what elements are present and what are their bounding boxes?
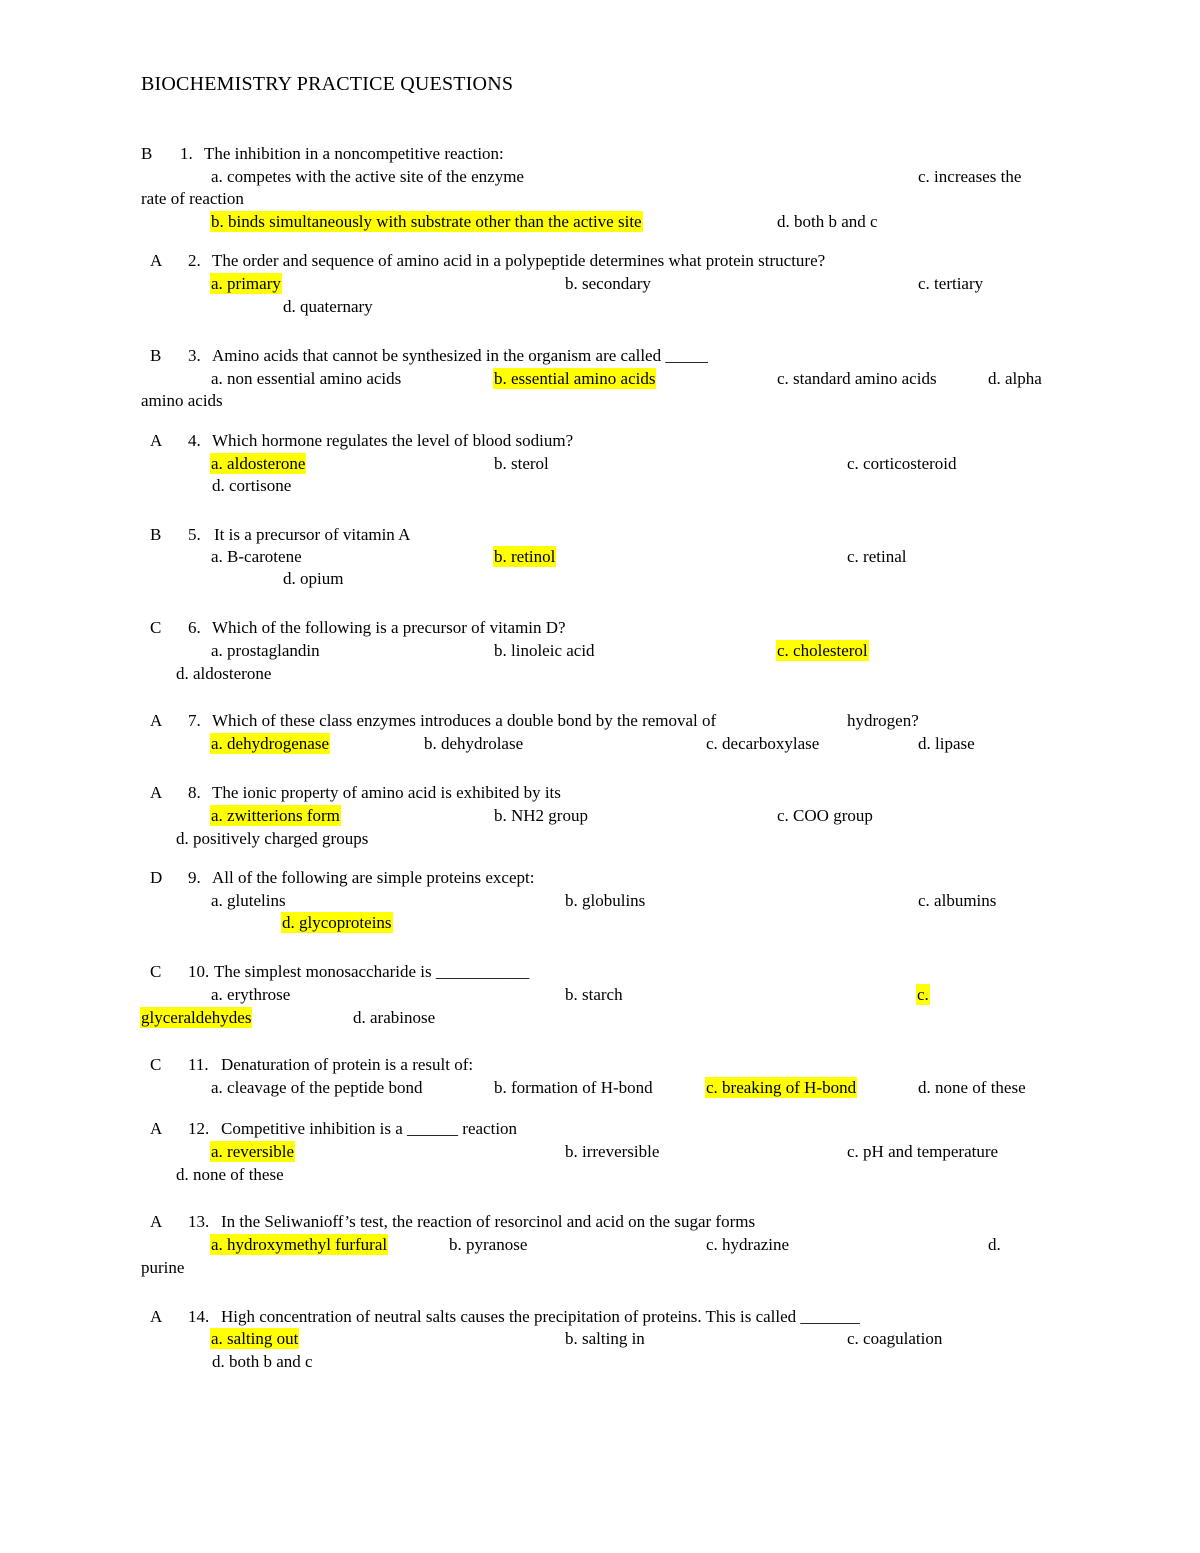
option-3c: c. standard amino acids: [777, 369, 937, 388]
option-6a: a. prostaglandin: [211, 641, 320, 660]
question-text-7: Which of these class enzymes introduces a double bond by the removal of: [212, 711, 717, 730]
question-text-11: Denaturation of protein is a result of:: [221, 1055, 474, 1074]
question-text-5: It is a precursor of vitamin A: [214, 525, 411, 544]
question-number-2: 2.: [188, 251, 201, 270]
option-10c-continued-correct: glyceraldehydes: [141, 1008, 252, 1027]
option-6c-correct: c. cholesterol: [777, 641, 868, 660]
option-10d: d. arabinose: [353, 1008, 436, 1027]
option-7a-correct: a. dehydrogenase: [211, 734, 330, 753]
option-6d: d. aldosterone: [176, 664, 272, 683]
option-7c: c. decarboxylase: [706, 734, 820, 753]
option-12d: d. none of these: [176, 1165, 284, 1184]
option-9b: b. globulins: [565, 891, 646, 910]
question-number-14: 14.: [188, 1307, 210, 1326]
answer-key-2: A: [150, 251, 163, 270]
question-number-6: 6.: [188, 618, 201, 637]
option-13c: c. hydrazine: [706, 1235, 790, 1254]
question-text-1: The inhibition in a noncompetitive reaction:: [204, 144, 504, 163]
option-1d: d. both b and c: [777, 212, 878, 231]
answer-key-10: C: [150, 962, 162, 981]
answer-key-8: A: [150, 783, 163, 802]
option-1a: a. competes with the active site of the enzyme: [211, 167, 524, 186]
option-4a-correct: a. aldosterone: [211, 454, 306, 473]
question-number-8: 8.: [188, 783, 201, 802]
option-8a-correct: a. zwitterions form: [211, 806, 340, 825]
answer-key-14: A: [150, 1307, 163, 1326]
option-3a: a. non essential amino acids: [211, 369, 402, 388]
answer-key-7: A: [150, 711, 163, 730]
answer-key-9: D: [150, 868, 163, 887]
question-text-6: Which of the following is a precursor of vitamin D?: [212, 618, 566, 637]
option-5d: d. opium: [283, 569, 344, 588]
option-10a: a. erythrose: [211, 985, 291, 1004]
option-1c: c. increases the: [918, 167, 1022, 186]
option-11c-correct: c. breaking of H-bond: [706, 1078, 857, 1097]
answer-key-6: C: [150, 618, 162, 637]
answer-key-13: A: [150, 1212, 163, 1231]
option-7d: d. lipase: [918, 734, 975, 753]
question-text-12: Competitive inhibition is a ______ reaction: [221, 1119, 518, 1138]
question-number-7: 7.: [188, 711, 201, 730]
question-text-10: The simplest monosaccharide is ___________: [214, 962, 530, 981]
question-text-14: High concentration of neutral salts causes the precipitation of proteins. This is called _______: [221, 1307, 860, 1326]
question-text-2: The order and sequence of amino acid in a polypeptide determines what protein structure?: [212, 251, 826, 270]
option-9d-correct: d. glycoproteins: [282, 913, 392, 932]
option-4c: c. corticosteroid: [847, 454, 957, 473]
answer-key-4: A: [150, 431, 163, 450]
option-9a: a. glutelins: [211, 891, 286, 910]
option-14b: b. salting in: [565, 1329, 645, 1348]
option-4b: b. sterol: [494, 454, 549, 473]
option-14a-correct: a. salting out: [211, 1329, 299, 1348]
answer-key-3: B: [150, 346, 162, 365]
question-text-4: Which hormone regulates the level of blood sodium?: [212, 431, 574, 450]
option-13d: d.: [988, 1235, 1001, 1254]
question-number-11: 11.: [188, 1055, 209, 1074]
option-5a: a. B-carotene: [211, 547, 302, 566]
option-5b-correct: b. retinol: [494, 547, 556, 566]
answer-key-5: B: [150, 525, 162, 544]
option-2d: d. quaternary: [283, 297, 373, 316]
option-3d: d. alpha: [988, 369, 1042, 388]
answer-key-11: C: [150, 1055, 162, 1074]
option-5c: c. retinal: [847, 547, 907, 566]
question-number-1: 1.: [180, 144, 193, 163]
option-3d-continued: amino acids: [141, 391, 223, 410]
option-13d-continued: purine: [141, 1258, 185, 1277]
option-11d: d. none of these: [918, 1078, 1026, 1097]
option-6b: b. linoleic acid: [494, 641, 595, 660]
question-number-10: 10.: [188, 962, 210, 981]
question-number-3: 3.: [188, 346, 201, 365]
option-12a-correct: a. reversible: [211, 1142, 295, 1161]
option-11b: b. formation of H-bond: [494, 1078, 653, 1097]
question-number-4: 4.: [188, 431, 201, 450]
option-3b-correct: b. essential amino acids: [494, 369, 656, 388]
option-8c: c. COO group: [777, 806, 873, 825]
option-14d: d. both b and c: [212, 1352, 313, 1371]
option-12b: b. irreversible: [565, 1142, 660, 1161]
question-number-13: 13.: [188, 1212, 210, 1231]
page-title: BIOCHEMISTRY PRACTICE QUESTIONS: [141, 73, 514, 95]
option-2c: c. tertiary: [918, 274, 984, 293]
option-4d: d. cortisone: [212, 476, 292, 495]
question-number-12: 12.: [188, 1119, 210, 1138]
answer-key-1: B: [141, 144, 153, 163]
question-number-9: 9.: [188, 868, 201, 887]
option-9c: c. albumins: [918, 891, 997, 910]
answer-key-12: A: [150, 1119, 163, 1138]
option-8b: b. NH2 group: [494, 806, 588, 825]
option-2b: b. secondary: [565, 274, 651, 293]
question-text-7-continued: hydrogen?: [847, 711, 919, 730]
question-text-9: All of the following are simple proteins except:: [212, 868, 535, 887]
option-12c: c. pH and temperature: [847, 1142, 999, 1161]
option-7b: b. dehydrolase: [424, 734, 524, 753]
option-13b: b. pyranose: [449, 1235, 528, 1254]
option-1c-continued: rate of reaction: [141, 189, 244, 208]
question-text-13: In the Seliwanioff’s test, the reaction of resorcinol and acid on the sugar forms: [221, 1212, 756, 1231]
option-11a: a. cleavage of the peptide bond: [211, 1078, 423, 1097]
option-2a-correct: a. primary: [211, 274, 281, 293]
question-text-3: Amino acids that cannot be synthesized in the organism are called _____: [212, 346, 708, 365]
option-1b-correct: b. binds simultaneously with substrate other than the active site: [211, 212, 642, 231]
option-10c-correct: c.: [917, 985, 929, 1004]
option-8d: d. positively charged groups: [176, 829, 369, 848]
option-14c: c. coagulation: [847, 1329, 943, 1348]
question-number-5: 5.: [188, 525, 201, 544]
option-13a-correct: a. hydroxymethyl furfural: [211, 1235, 388, 1254]
question-text-8: The ionic property of amino acid is exhibited by its: [212, 783, 561, 802]
option-10b: b. starch: [565, 985, 623, 1004]
